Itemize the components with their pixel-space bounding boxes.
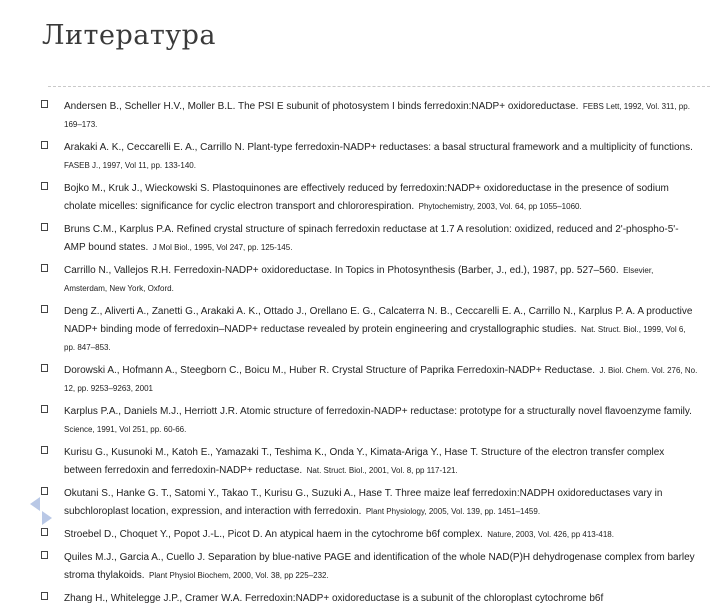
bullet-box-icon [41, 305, 48, 313]
reference-text: Stroebel D., Choquet Y., Popot J.-L., Picot D. An atypical haem in the cytochrome b6f complex. [64, 529, 483, 540]
bullet-box-icon [41, 264, 48, 272]
reference-citation: Nature, 2003, Vol. 426, pp 413-418. [487, 530, 614, 539]
reference-text: Quiles M.J., Garcia A., Cuello J. Separation by blue-native PAGE and identification of the whole NAD(P)H dehydrogenase complex from barley stroma thylakoids. [64, 552, 695, 581]
bullet-box-icon [41, 551, 48, 559]
reference-item [38, 547, 698, 583]
reference-citation: FASEB J., 1997, Vol 11, pp. 133-140. [64, 161, 196, 170]
reference-text: Deng Z., Aliverti A., Zanetti G., Arakaki A. K., Ottado J., Orellano E. G., Calcaterra N. B., Ceccarelli E. A., Carrillo N., Karplus P. A. A productive NADP+ binding mode of ferredoxin–NADP+ reductase revealed by protein engineering and crystallographic studies. [64, 306, 693, 335]
reference-text: Karplus P.A., Daniels M.J., Herriott J.R. Atomic structure of ferredoxin-NADP+ reductase: prototype for a structurally novel flavoenzyme family. [64, 406, 692, 417]
reference-item [38, 260, 698, 296]
reference-item [38, 442, 698, 478]
reference-list [38, 96, 698, 611]
reference-text: Carrillo N., Vallejos R.H. Ferredoxin-NADP+ oxidoreductase. In Topics in Photosynthesis (Barber, J., ed.), 1987, pp. 527–560. [64, 265, 619, 276]
reference-item [38, 360, 698, 396]
reference-item [38, 96, 698, 132]
bullet-box-icon [41, 182, 48, 190]
reference-item [38, 483, 698, 519]
reference-citation: Elsevier, Amsterdam, New York, Oxford. [64, 266, 654, 293]
bullet-box-icon [41, 528, 48, 536]
reference-item [38, 137, 698, 173]
bullet-box-icon [41, 100, 48, 108]
title-divider [48, 86, 710, 87]
reference-citation: J. Biol. Chem. Vol. 276, No. 12, pp. 9253–9263, 2001 [64, 366, 698, 393]
reference-item [38, 401, 698, 437]
reference-citation: Nat. Struct. Biol., 1999, Vol 6, pp. 847–853. [64, 325, 686, 352]
reference-text: Zhang H., Whitelegge J.P., Cramer W.A. Ferredoxin:NADP+ oxidoreductase is a subunit of the chloroplast cytochrome b6f [64, 593, 604, 604]
reference-item [38, 178, 698, 214]
page-title: Литература [42, 20, 217, 51]
reference-text: Kurisu G., Kusunoki M., Katoh E., Yamazaki T., Teshima K., Onda Y., Kimata-Ariga Y., Hase T. Structure of the electron transfer complex between ferredoxin and ferredoxin-NADP+ reductase. [64, 447, 665, 476]
reference-citation: Nat. Struct. Biol., 2001, Vol. 8, pp 117-121. [306, 466, 458, 475]
bullet-box-icon [41, 141, 48, 149]
reference-text: Okutani S., Hanke G. T., Satomi Y., Takao T., Kurisu G., Suzuki A., Hase T. Three maize leaf ferredoxin:NADPH oxidoreductases vary in subchloroplast location, expression, and interaction with ferredoxin. [64, 488, 663, 517]
reference-citation: Phytochemistry, 2003, Vol. 64, pp 1055–1060. [418, 202, 582, 211]
reference-text: Arakaki A. K., Ceccarelli E. A., Carrillo N. Plant-type ferredoxin-NADP+ reductases: a basal structural framework and a multiplicity of functions. [64, 142, 693, 153]
reference-item [38, 588, 698, 606]
reference-item [38, 301, 698, 355]
bullet-box-icon [41, 364, 48, 372]
bullet-box-icon [41, 446, 48, 454]
bullet-box-icon [41, 223, 48, 231]
reference-text: Andersen B., Scheller H.V., Moller B.L. The PSI E subunit of photosystem I binds ferredoxin:NADP+ oxidoreductase. [64, 101, 579, 112]
reference-citation: FEBS Lett, 1992, Vol. 311, pp. 169–173. [64, 102, 690, 129]
next-slide-arrow-icon[interactable] [42, 511, 52, 525]
reference-text: Bojko M., Kruk J., Wieckowski S. Plastoquinones are effectively reduced by ferredoxin:NADP+ oxidoreductase in the presence of sodium cholate micelles: significance for cyclic electron transport and chlororespiration. [64, 183, 669, 212]
reference-item [38, 524, 698, 542]
reference-text: Bruns C.M., Karplus P.A. Refined crystal structure of spinach ferredoxin reductase at 1.7 A resolution: oxidized, reduced and 2'-phospho-5'-AMP bound states. [64, 224, 679, 253]
reference-citation: Science, 1991, Vol 251, pp. 60-66. [64, 425, 187, 434]
bullet-box-icon [41, 405, 48, 413]
reference-item [38, 219, 698, 255]
reference-citation: Plant Physiology, 2005, Vol. 139, pp. 1451–1459. [365, 507, 541, 516]
reference-text: Dorowski A., Hofmann A., Steegborn C., Boicu M., Huber R. Crystal Structure of Paprika Ferredoxin-NADP+ Reductase. [64, 365, 596, 376]
bullet-box-icon [41, 592, 48, 600]
reference-citation: Plant Physiol Biochem, 2000, Vol. 38, pp 225–232. [149, 571, 329, 580]
bullet-box-icon [41, 487, 48, 495]
reference-citation: J Mol Biol., 1995, Vol 247, pp. 125-145. [152, 243, 293, 252]
previous-slide-arrow-icon[interactable] [30, 497, 40, 511]
